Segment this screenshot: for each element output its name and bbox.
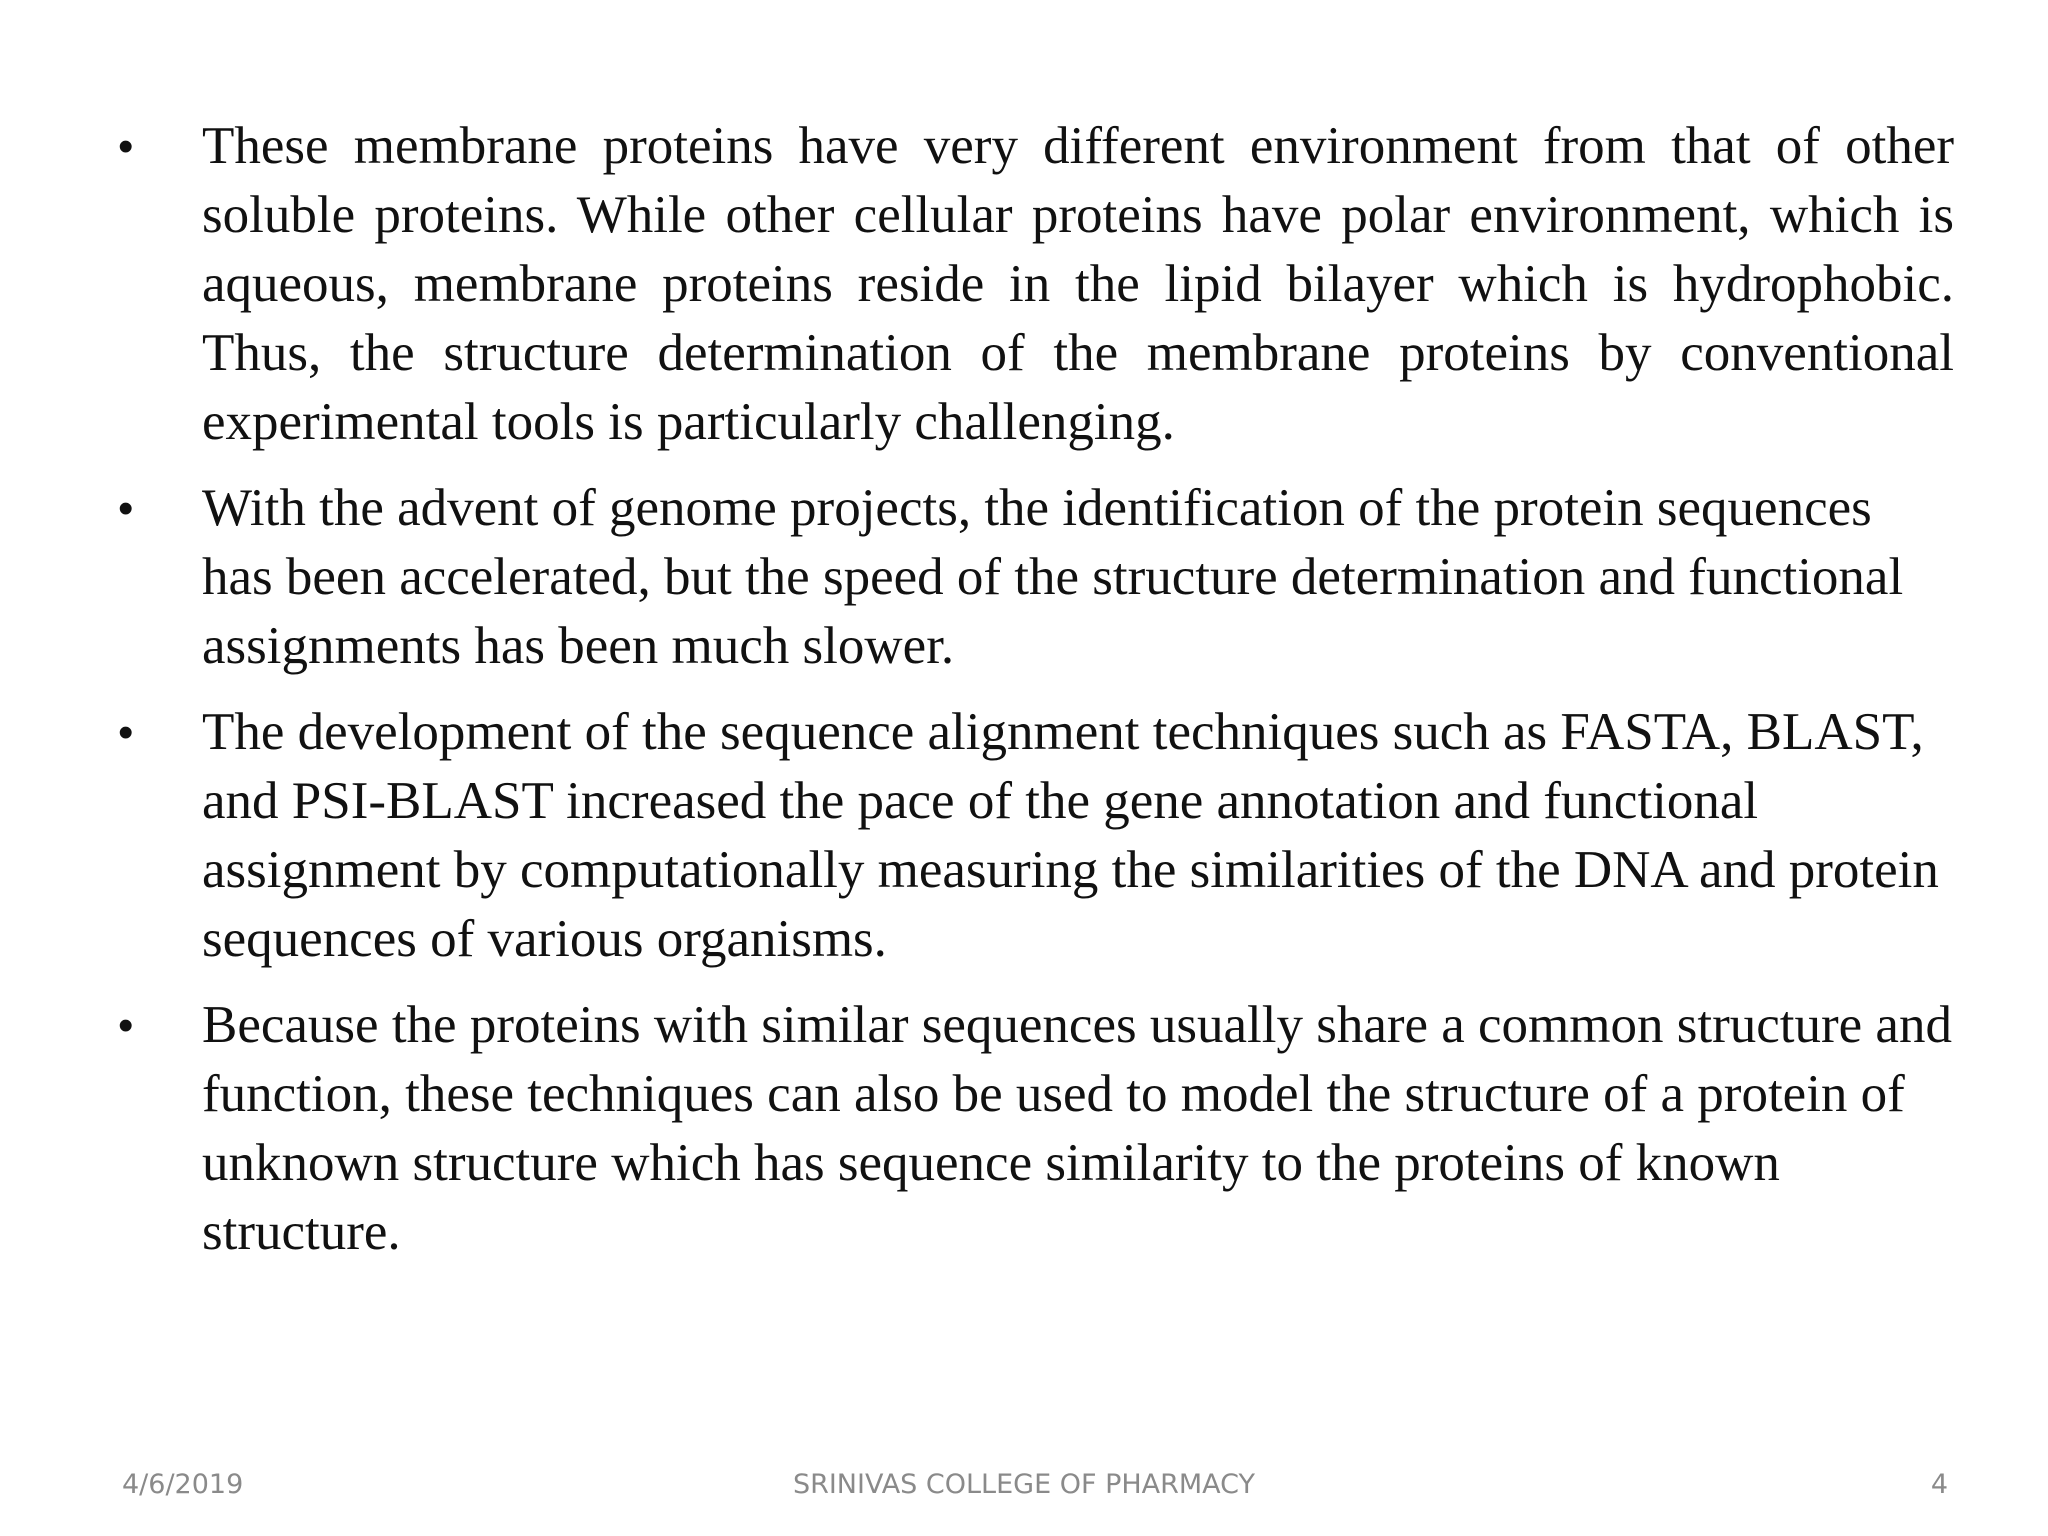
bullet-item: [118, 991, 1954, 1267]
bullet-icon: •: [118, 122, 134, 171]
bullet-icon: •: [118, 708, 134, 757]
bullet-list: [118, 112, 1954, 1284]
bullet-icon: •: [118, 1001, 134, 1050]
footer-organization: SRINIVAS COLLEGE OF PHARMACY: [792, 1469, 1256, 1500]
bullet-text: With the advent of genome projects, the identification of the protein sequences has been accelerated, but the speed of the structure determination and functional assignments has been much slower.: [202, 479, 1904, 675]
bullet-item: [118, 474, 1954, 681]
bullet-item: [118, 698, 1954, 974]
bullet-item: [118, 112, 1954, 457]
bullet-text: Because the proteins with similar sequences usually share a common structure and function, these techniques can also be used to model the structure of a protein of unknown structure which has sequence similarity to the proteins of known structure.: [202, 996, 1952, 1261]
footer-page-number: 4: [1930, 1469, 1948, 1500]
bullet-icon: •: [118, 484, 134, 533]
footer-date: 4/6/2019: [122, 1469, 244, 1500]
bullet-text: These membrane proteins have very different environment from that of other soluble proteins. While other cellular proteins have polar environment, which is aqueous, membrane proteins reside in the lipid bilayer which is hydrophobic. Thus, the structure determination of the membrane proteins by conventional experimental tools is particularly challenging.: [202, 117, 1954, 451]
bullet-text: The development of the sequence alignment techniques such as FASTA, BLAST, and PSI-BLAST increased the pace of the gene annotation and functional assignment by computationally measuring the similarities of the DNA and protein sequences of various organisms.: [202, 703, 1939, 968]
